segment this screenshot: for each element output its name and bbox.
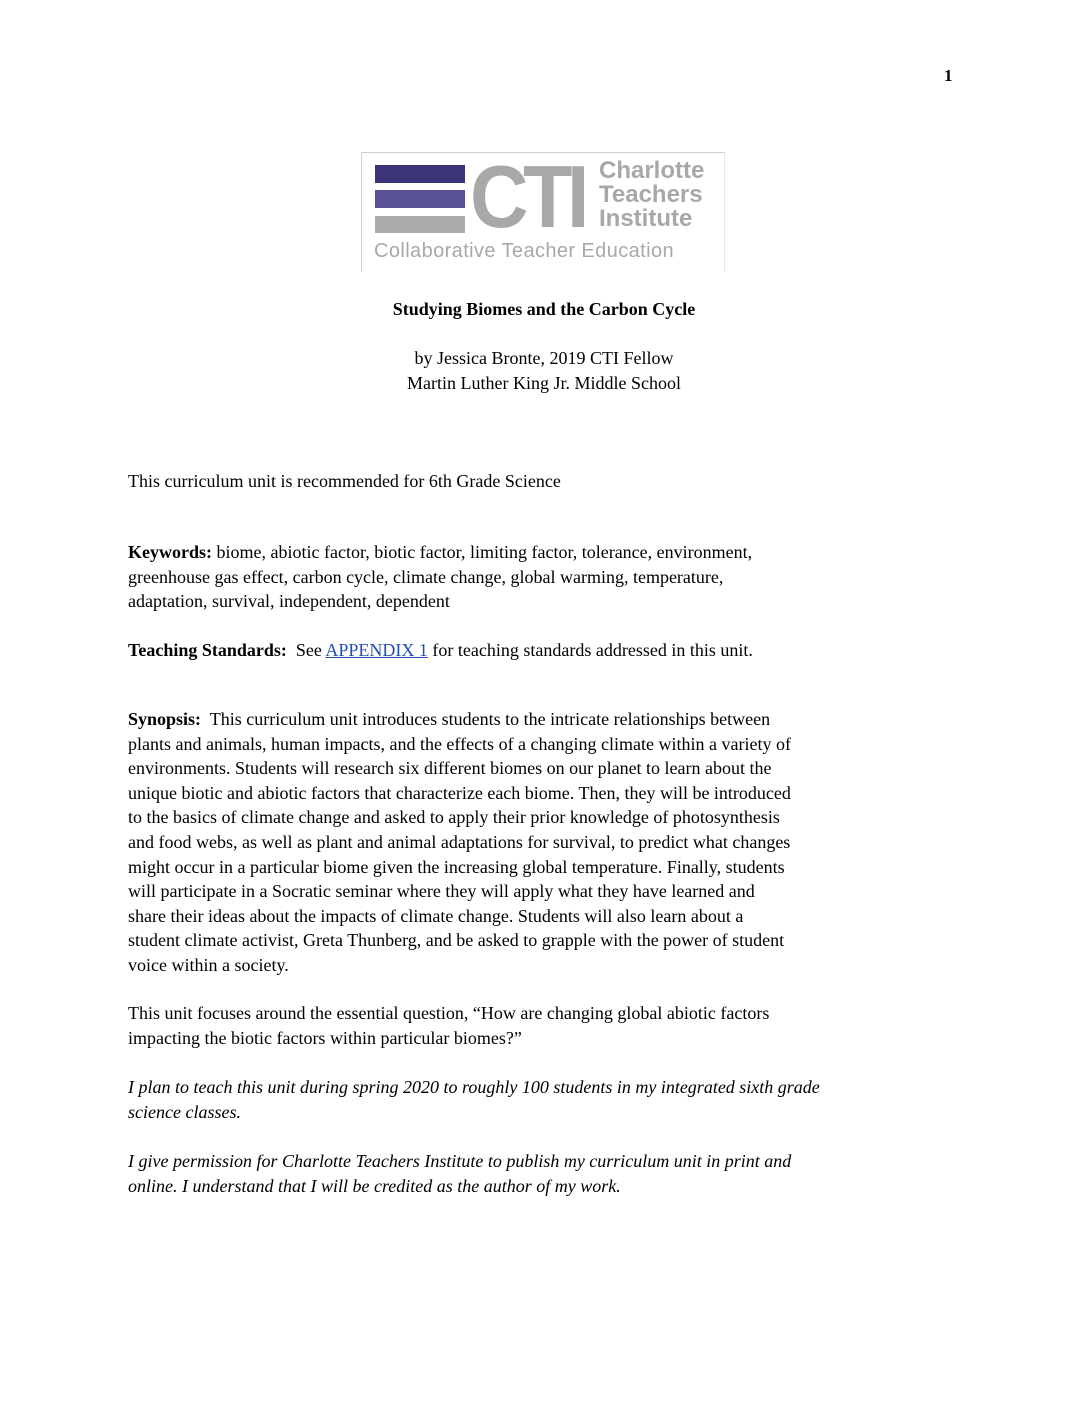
teaching-plan-section [128, 1075, 958, 1124]
synopsis-text: student climate activist, Greta Thunberg, and be asked to grapple with the power of student [128, 930, 785, 951]
keywords-text: greenhouse gas effect, carbon cycle, climate change, global warming, temperature, [128, 566, 724, 587]
synopsis-text: share their ideas about the impacts of climate change. Students will also learn about a [128, 905, 744, 926]
keywords-text: biome, abiotic factor, biotic factor, limiting factor, tolerance, environment, [212, 542, 753, 562]
standards-see: See [286, 640, 326, 660]
synopsis-text: This curriculum unit introduces students to the intricate relationships between [201, 709, 771, 729]
appendix-1-link[interactable]: APPENDIX 1 [325, 640, 428, 660]
logo-tagline: Collaborative Teacher Education [374, 240, 674, 262]
essential-question-section [128, 1001, 958, 1050]
logo-name [599, 159, 704, 231]
logo-name-line: Charlotte [599, 157, 705, 184]
author-byline: by Jessica Bronte, 2019 CTI Fellow [414, 348, 674, 368]
document-title: Studying Biomes and the Carbon Cycle [392, 299, 696, 319]
synopsis-text: unique biotic and abiotic factors that characterize each biome. Then, they will be introduced [128, 782, 791, 803]
synopsis-text: to the basics of climate change and asked to apply their prior knowledge of photosynthesis [128, 807, 780, 828]
logo-bar-dark [375, 165, 465, 183]
teaching-plan-text: science classes. [128, 1101, 241, 1122]
standards-rest: for teaching standards addressed in this unit. [427, 640, 753, 660]
teaching-standards-section [128, 638, 958, 663]
synopsis-text: environments. Students will research six different biomes on our planet to learn about the [128, 758, 772, 779]
permission-section [128, 1149, 958, 1198]
logo-acronym: CTI [470, 147, 584, 246]
teaching-plan-text: I plan to teach this unit during spring 2020 to roughly 100 students in my integrated sixth grade [128, 1077, 820, 1097]
keywords-label: Keywords: [128, 542, 212, 562]
synopsis-text: voice within a society. [128, 954, 289, 975]
recommended-text: This curriculum unit is recommended for 6th Grade Science [128, 471, 561, 491]
logo-name-line: Teachers [599, 181, 703, 208]
standards-label: Teaching Standards: [128, 640, 287, 660]
school-name: Martin Luther King Jr. Middle School [407, 373, 681, 393]
cti-logo [361, 147, 725, 272]
permission-text: I give permission for Charlotte Teachers Institute to publish my curriculum unit in print and [128, 1151, 792, 1171]
logo-bar-gray [375, 216, 465, 233]
synopsis-text: and food webs, as well as plant and animal adaptations for survival, to predict what changes [128, 831, 791, 852]
essential-question-text: This unit focuses around the essential question, “How are changing global abiotic factors [128, 1003, 770, 1023]
synopsis-label: Synopsis: [128, 709, 202, 729]
keywords-section [128, 540, 958, 614]
synopsis-section [128, 707, 958, 978]
synopsis-text: plants and animals, human impacts, and the effects of a changing climate within a variety of [128, 733, 791, 754]
synopsis-text: might occur in a particular biome given the increasing global temperature. Finally, students [128, 856, 785, 877]
logo-name-line: Institute [599, 205, 693, 232]
keywords-text: adaptation, survival, independent, dependent [128, 591, 450, 612]
recommended-grade [128, 469, 958, 494]
logo-bar-mid [375, 190, 465, 208]
page-number: 1 [944, 66, 953, 85]
permission-text: online. I understand that I will be credited as the author of my work. [128, 1175, 621, 1196]
synopsis-text: will participate in a Socratic seminar where they will apply what they have learned and [128, 881, 755, 902]
essential-question-text: impacting the biotic factors within particular biomes?” [128, 1027, 522, 1048]
